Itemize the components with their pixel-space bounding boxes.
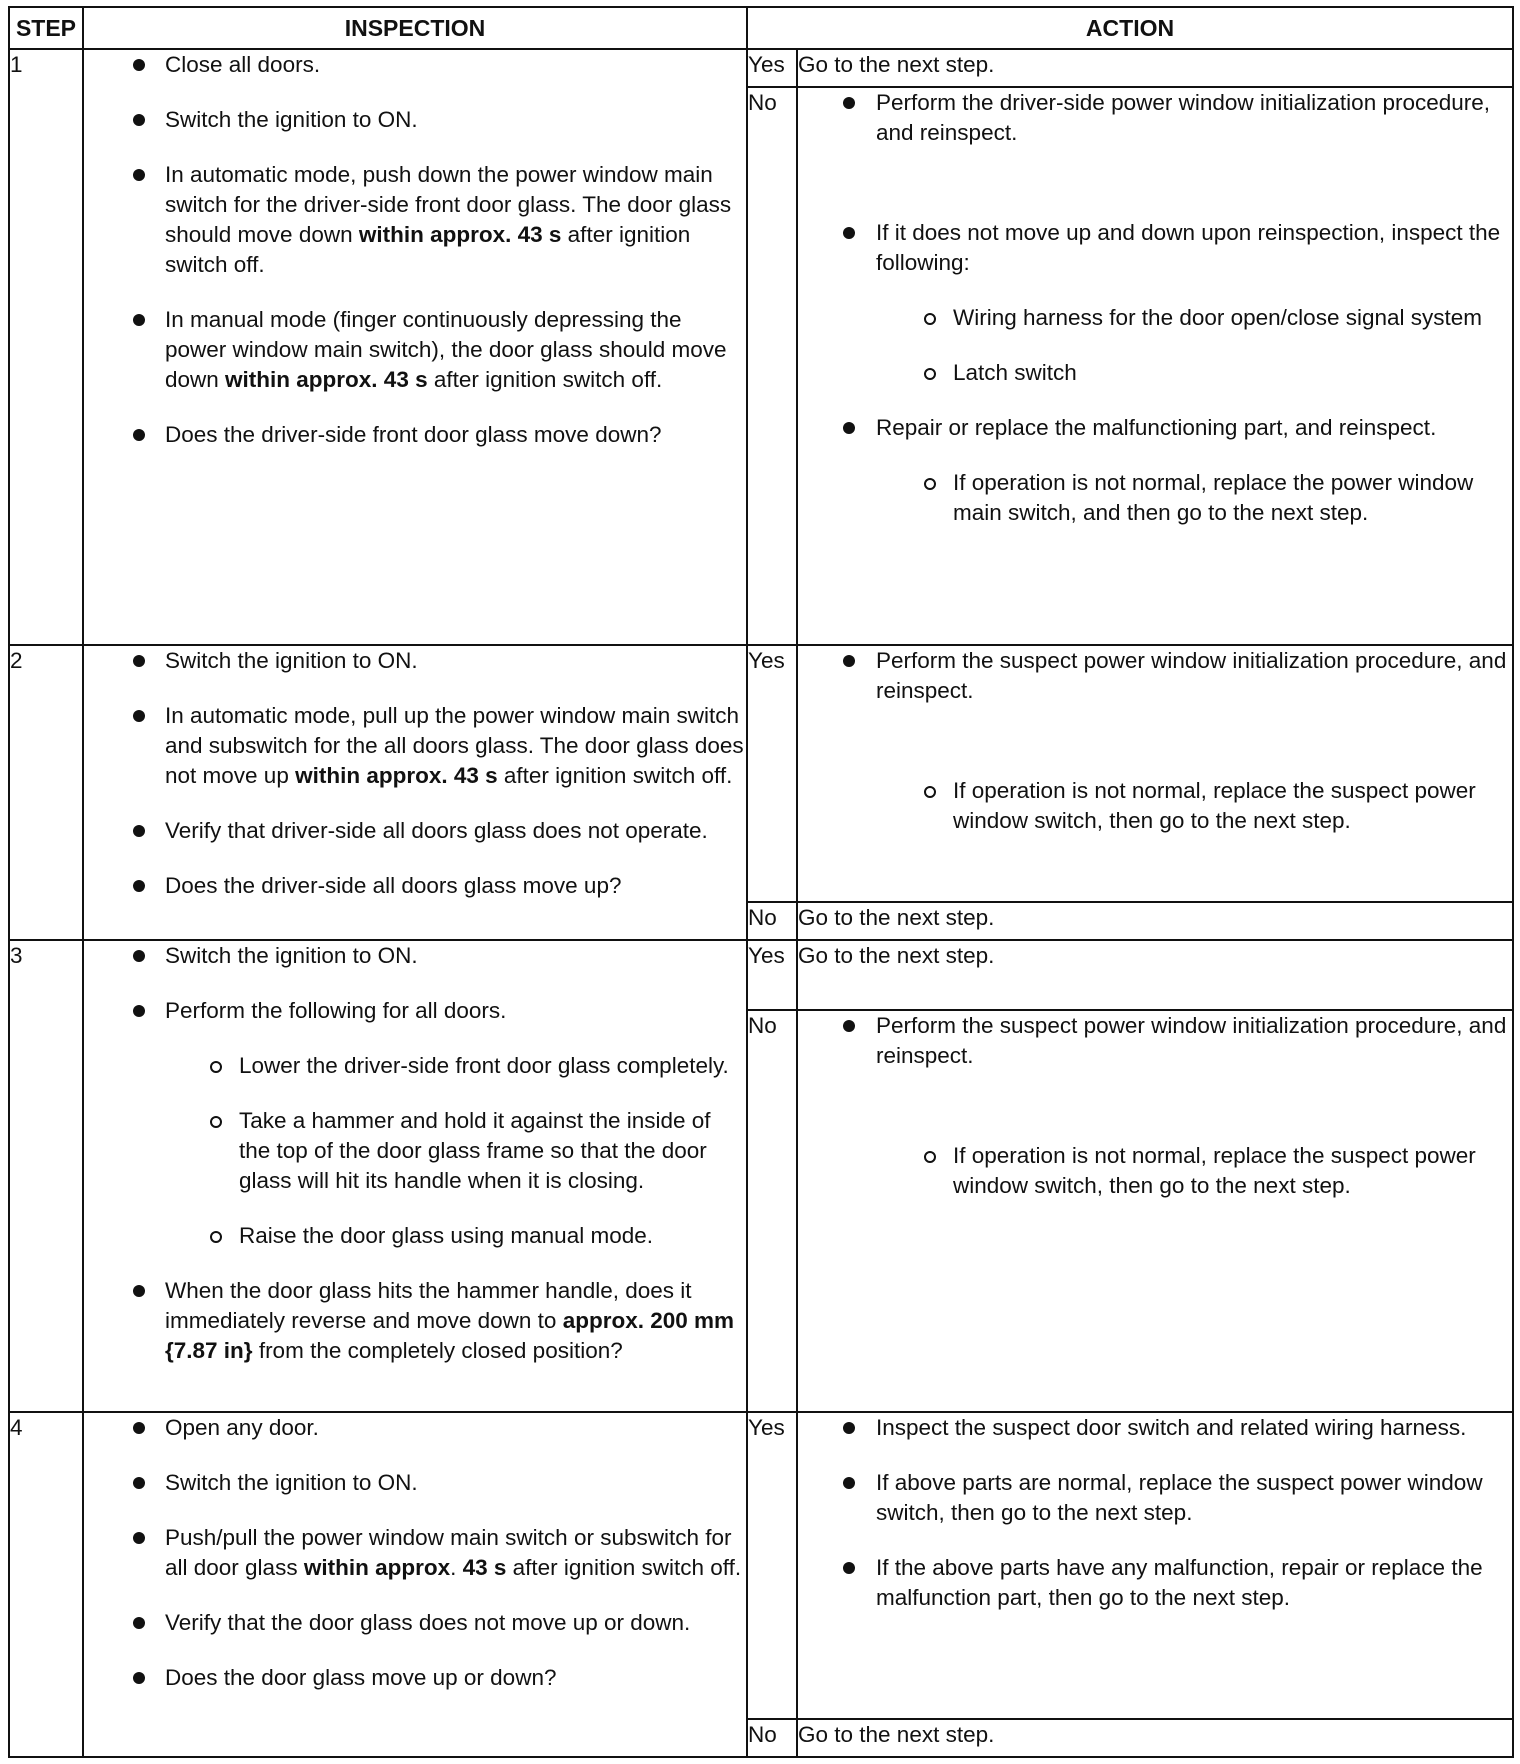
- no-label: No: [747, 87, 797, 645]
- inspection-item: In manual mode (finger continuously depressing the power window main switch), the door glass should move down within approx. 43 s after ignition switch off.: [84, 305, 746, 395]
- action-subitem: If operation is not normal, replace the power window main switch, and then go to the next step.: [798, 468, 1512, 528]
- inspection-item: In automatic mode, push down the power window main switch for the driver-side front door glass. The door glass should move down within approx. 43 s after ignition switch off.: [84, 160, 746, 280]
- inspection-item: Verify that the door glass does not move up or down.: [84, 1608, 746, 1638]
- header-action: ACTION: [747, 7, 1513, 49]
- step-number: 1: [9, 49, 83, 645]
- no-label: No: [747, 1719, 797, 1757]
- step-1-yes-row: [9, 49, 1513, 87]
- action-item: Inspect the suspect door switch and related wiring harness.: [798, 1413, 1512, 1443]
- inspection-subitem: Take a hammer and hold it against the inside of the top of the door glass frame so that the door glass will hit its handle when it is closing.: [84, 1106, 746, 1196]
- step-number: 4: [9, 1412, 83, 1757]
- step-number: 2: [9, 645, 83, 940]
- inspection-item: Verify that driver-side all doors glass does not operate.: [84, 816, 746, 846]
- inspection-question: Does the driver-side front door glass move down?: [84, 420, 746, 450]
- action-text: Go to the next step.: [797, 902, 1513, 940]
- header-row: [9, 7, 1513, 49]
- step-number: 3: [9, 940, 83, 1412]
- action-text: Go to the next step.: [797, 940, 1513, 1009]
- step-4-yes-row: [9, 1412, 1513, 1719]
- inspection-cell: [83, 1412, 747, 1757]
- inspection-item: Switch the ignition to ON.: [84, 941, 746, 971]
- inspection-item: Open any door.: [84, 1413, 746, 1443]
- action-text: Go to the next step.: [797, 49, 1513, 87]
- action-subitem: If operation is not normal, replace the suspect power window switch, then go to the next step.: [798, 1141, 1512, 1201]
- inspection-question: When the door glass hits the hammer handle, does it immediately reverse and move down to approx. 200 mm {7.87 in} from the completely closed position?: [84, 1276, 746, 1366]
- inspection-subitem: Raise the door glass using manual mode.: [84, 1221, 746, 1251]
- action-item: Perform the driver-side power window initialization procedure, and reinspect.: [798, 88, 1512, 148]
- inspection-item: Close all doors.: [84, 50, 746, 80]
- inspection-cell: [83, 940, 747, 1412]
- inspection-item: Push/pull the power window main switch or subswitch for all door glass within approx. 43 s after ignition switch off.: [84, 1523, 746, 1583]
- action-subitem: If operation is not normal, replace the suspect power window switch, then go to the next step.: [798, 776, 1512, 836]
- no-label: No: [747, 902, 797, 940]
- action-item: If above parts are normal, replace the suspect power window switch, then go to the next step.: [798, 1468, 1512, 1528]
- action-cell: [797, 1412, 1513, 1719]
- no-label: No: [747, 1010, 797, 1412]
- action-item: Perform the suspect power window initialization procedure, and reinspect. If operation is not normal, replace the suspect power window switch, then go to the next step.: [798, 1011, 1512, 1201]
- inspection-question: Does the driver-side all doors glass move up?: [84, 871, 746, 901]
- inspection-table: [8, 6, 1514, 1758]
- action-text: Go to the next step.: [797, 1719, 1513, 1757]
- header-step: STEP: [9, 7, 83, 49]
- step-3-yes-row: [9, 940, 1513, 1009]
- action-cell: [797, 645, 1513, 902]
- inspection-item: In automatic mode, pull up the power window main switch and subswitch for the all doors glass. The door glass does not move up within approx. 43 s after ignition switch off.: [84, 701, 746, 791]
- inspection-item: Switch the ignition to ON.: [84, 1468, 746, 1498]
- yes-label: Yes: [747, 940, 797, 1009]
- inspection-subitem: Lower the driver-side front door glass completely.: [84, 1051, 746, 1081]
- action-item: If the above parts have any malfunction, repair or replace the malfunction part, then go to the next step.: [798, 1553, 1512, 1613]
- header-inspection: INSPECTION: [83, 7, 747, 49]
- yes-label: Yes: [747, 1412, 797, 1719]
- inspection-item: Switch the ignition to ON.: [84, 646, 746, 676]
- action-cell: [797, 1010, 1513, 1412]
- yes-label: Yes: [747, 645, 797, 902]
- action-item: If it does not move up and down upon reinspection, inspect the following: Wiring harness for the door open/close signal system Latch switch: [798, 218, 1512, 388]
- inspection-cell: [83, 49, 747, 645]
- action-cell: [797, 87, 1513, 645]
- action-item: Repair or replace the malfunctioning part, and reinspect. If operation is not normal, replace the power window main switch, and then go to the next step.: [798, 413, 1512, 528]
- inspection-question: Does the door glass move up or down?: [84, 1663, 746, 1693]
- inspection-item: Switch the ignition to ON.: [84, 105, 746, 135]
- action-subitem: Latch switch: [798, 358, 1512, 388]
- step-2-yes-row: [9, 645, 1513, 902]
- yes-label: Yes: [747, 49, 797, 87]
- inspection-cell: [83, 645, 747, 940]
- inspection-item: Perform the following for all doors. Lower the driver-side front door glass completely. Take a hammer and hold it against the inside of the top of the door glass frame so that the door glass will hit its handle when it is closing. Raise the door glass using manual mode.: [84, 996, 746, 1251]
- action-item: Perform the suspect power window initialization procedure, and reinspect. If operation is not normal, replace the suspect power window switch, then go to the next step.: [798, 646, 1512, 836]
- action-subitem: Wiring harness for the door open/close signal system: [798, 303, 1512, 333]
